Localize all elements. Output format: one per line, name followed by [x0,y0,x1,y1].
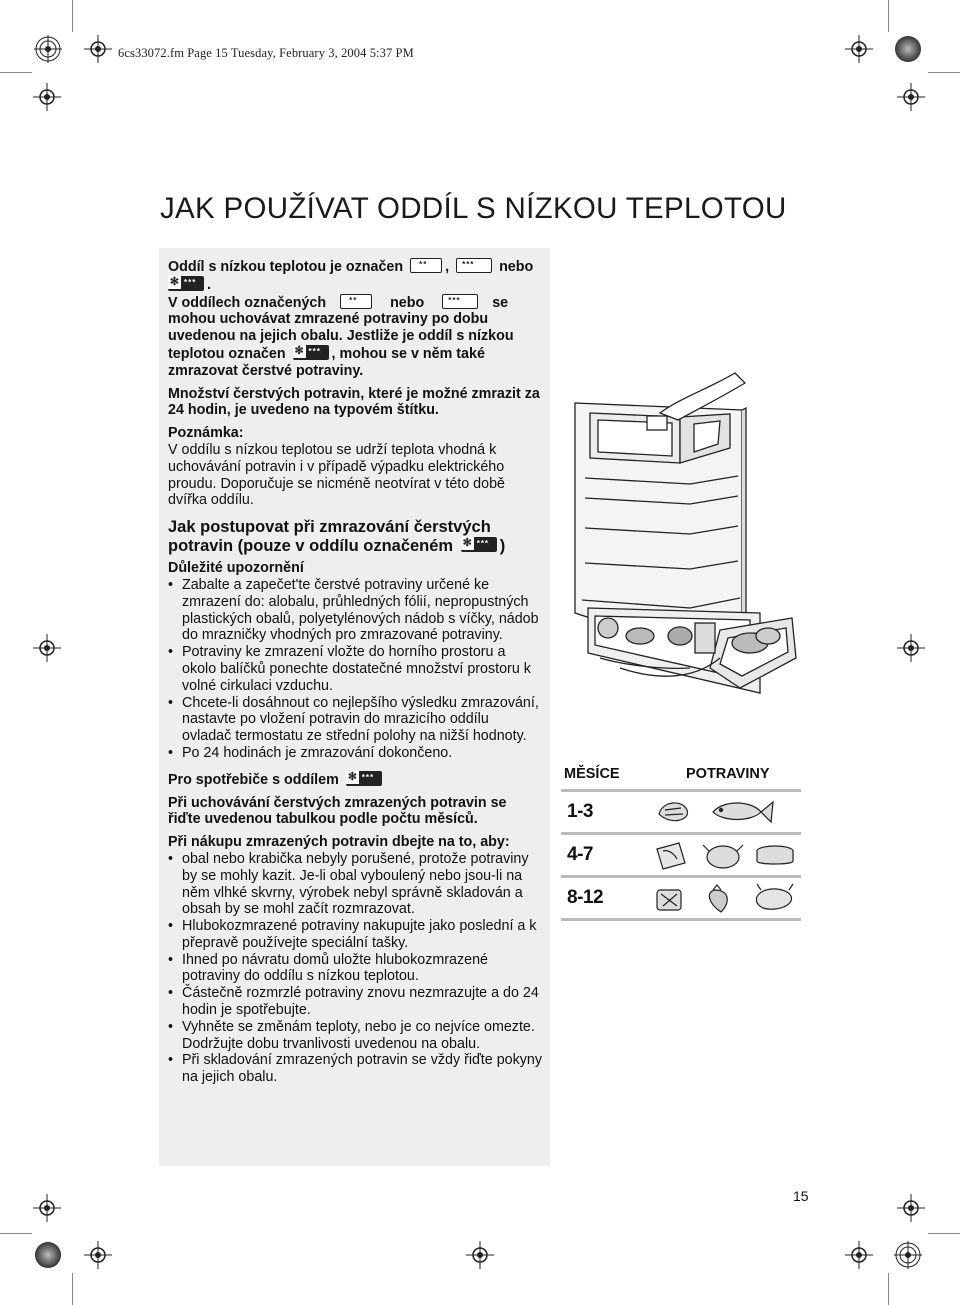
buying-list [168,851,542,1086]
list-item: • Při skladování zmrazených potravin se vždy řiďte pokyny na jejich obalu. [168,1052,542,1086]
table-header-foods: POTRAVINY [686,766,770,782]
three-star-label-icon: *** [456,258,492,273]
fish-icon [713,802,773,822]
list-item: • Zabalte a zapečet'te čerstvé potraviny určené ke zmrazení do: alobalu, průhledných fólií, nepropustných plastických obalů, polyetylénových nádob s víčky, nádob do mrazničky vhodných pro zmrazované potraviny. [168,577,542,644]
poultry-icon [703,845,743,868]
cheese-icon [757,846,793,864]
months-cell: 1-3 [567,801,593,822]
list-item: • Po 24 hodinách je zmrazování dokončeno. [168,745,542,762]
months-cell: 4-7 [567,844,593,865]
table-row [561,789,801,835]
list-item: • Částečně rozmrzlé potraviny znovu nezmrazujte a do 24 hodin je spotřebujte. [168,985,542,1019]
storage-text: Při uchovávání čerstvých zmrazených potravin se řiďte uvedenou tabulkou podle počtu měsíců. [168,794,507,828]
intro-paragraph-3: Množství čerstvých potravin, které je možné zmrazit za 24 hodin, je uvedeno na typovém štítku. [168,385,540,419]
gray-registration-circle-icon [34,1241,62,1269]
storage-table [561,789,801,921]
crosshair-icon [466,1241,494,1269]
page-title: JAK POUŽÍVAT ODDÍL S NÍZKOU TEPLOTOU [160,192,787,225]
intro-paragraph-2: V oddílech označených ** nebo *** se mohou uchovávat zmrazené potraviny po dobu uvedenou na jejich obalu. Jestliže je oddíl s nízkou teplotou označen ✻ *** , mohou se v něm také zmrazovat čerstvé potraviny. [168,294,514,379]
four-star-label-icon: ✻ *** [293,345,329,360]
crosshair-icon [84,35,112,63]
four-star-label-icon: ✻ *** [461,537,497,552]
two-star-label-icon: ** [410,258,442,273]
crosshair-icon [845,1241,873,1269]
list-item: • obal nebo krabička nebyly porušené, protože potraviny by se mohly kazit. Je-li obal vyboulený nebo jsou-li na něm vlhké skvrny, výrobek nebyl správně skladován a obsah by se mohl začít rozmrazovat. [168,851,542,918]
list-item: • Vyhněte se změnám teploty, nebo je co nejvíce omezte. Dodržujte dobu trvanlivosti uvedenou na obalu. [168,1019,542,1053]
page-number: 15 [793,1188,809,1204]
crosshair-icon [897,1194,925,1222]
registration-mark-icon [894,1241,922,1269]
important-label: Důležité upozornění [168,560,304,577]
crosshair-icon [84,1241,112,1269]
note-label: Poznámka: [168,425,244,442]
table-row [561,835,801,878]
print-header: 6cs33072.fm Page 15 Tuesday, February 3, 2004 5:37 PM [118,46,414,60]
strawberry-icon [709,885,727,912]
list-item: • Potraviny ke zmrazení vložte do horního prostoru a okolo balíčků ponechte dostatečné množství prostoru k volné cirkulaci vzduchu. [168,644,542,694]
storage-heading: Pro spotřebiče s oddílem ✻ *** [168,771,542,789]
table-header-months: MĚSÍCE [564,766,620,782]
list-item: • Ihned po návratu domů uložte hlubokozmrazené potraviny do oddílu s nízkou teplotou. [168,952,542,986]
list-item: • Hlubokozmrazené potraviny nakupujte jako poslední a k přepravě používejte speciální tašky. [168,918,542,952]
freezing-heading: Jak postupovat při zmrazování čerstvých potravin (pouze v oddílu označeném ✻ *** ) [168,518,506,556]
four-star-label-icon: ✻ *** [346,771,382,786]
beef-icon [756,884,793,909]
crosshair-icon [33,1194,61,1222]
shellfish-icon [659,803,688,821]
meat-package-icon [657,843,685,869]
crosshair-icon [897,634,925,662]
content-column [168,258,542,1086]
gray-registration-circle-icon [894,35,922,63]
months-cell: 8-12 [567,887,604,908]
crosshair-icon [33,83,61,111]
table-row [561,878,801,921]
refrigerator-illustration [560,368,800,748]
freezing-list [168,577,542,762]
list-item: • Chcete-li dosáhnout co nejlepšího výsledku zmrazování, nastavte po vložení potravin do mrazicího oddílu ovladač termostatu ze střední polohy na nižší hodnoty. [168,695,542,745]
vegetables-icon [657,890,681,910]
crosshair-icon [897,83,925,111]
two-star-label-icon: ** [340,294,372,309]
crosshair-icon [845,35,873,63]
note-text: V oddílu s nízkou teplotou se udrží teplota vhodná k uchovávání potravin i v případě výpadku elektrického proudu. Doporučuje se nicméně neotvírat v této době dvířka oddílu. [168,441,505,509]
four-star-label-icon: ✻ *** [168,276,204,291]
crosshair-icon [33,634,61,662]
registration-mark-icon [34,35,62,63]
intro-paragraph-1: Oddíl s nízkou teplotou je označen ** , *** nebo ✻ *** . [168,259,534,293]
buying-heading: Při nákupu zmrazených potravin dbejte na to, aby: [168,834,510,851]
three-star-label-icon: *** [442,294,478,309]
